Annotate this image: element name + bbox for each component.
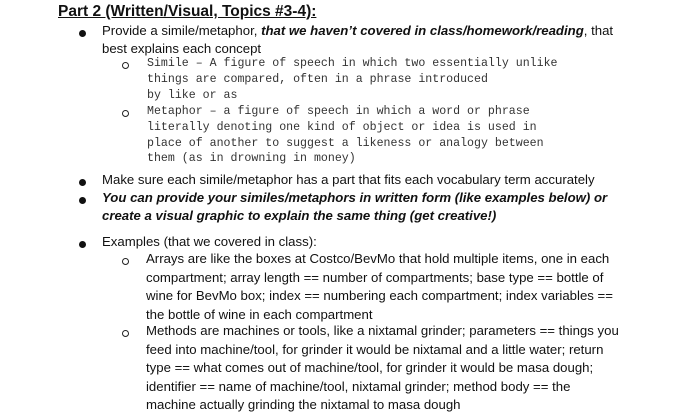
metaphor-line: Metaphor – a figure of speech in which a word or phrase	[147, 105, 530, 118]
simile-line: Simile – A figure of speech in which two essentially unlike	[147, 57, 558, 70]
metaphor-line: place of another to suggest a likeness or analogy between	[147, 136, 544, 150]
example-arrays-line: wine for BevMo box; index == numbering each compartment; index variables ==	[146, 288, 613, 303]
metaphor-line: them (as in drowning in money)	[147, 152, 356, 166]
bullet-provide-pre: Provide a simile/metaphor,	[102, 23, 262, 38]
example-arrays-line: Arrays are like the boxes at Costco/BevMo that hold multiple items, one in each	[146, 251, 610, 266]
sub-bullet-marker	[122, 258, 129, 265]
bullet-written-line: You can provide your similes/metaphors in written form (like examples below) or	[102, 190, 608, 205]
example-arrays-line: compartment; array length == number of compartments; base type == bottle of	[146, 269, 604, 285]
example-methods	[146, 322, 619, 415]
bullet-provide-simile	[102, 22, 613, 57]
example-methods-line: type == what comes out of machine/tool, for grinder it would be masa dough;	[146, 360, 594, 375]
bullet-marker	[79, 179, 86, 186]
bullet-marker	[79, 197, 86, 204]
example-methods-line: machine actually grinding the nixtamal to masa dough	[146, 397, 461, 412]
bullet-provide-post: , that	[583, 23, 614, 38]
example-arrays-line: the bottle of wine in each compartment	[146, 306, 373, 322]
bullet-written-or-visual	[102, 189, 607, 224]
bullet-provide-emphasis: that we haven’t covered in class/homework/reading	[261, 23, 584, 38]
example-methods-line: feed into machine/tool, for grinder it would be nixtamal and a little water; return	[146, 341, 604, 357]
bullet-provide-line2: best explains each concept	[102, 40, 262, 56]
simile-line: things are compared, often in a phrase introduced	[147, 72, 488, 86]
bullet-make-sure: Make sure each simile/metaphor has a part that fits each vocabulary term accurately	[102, 172, 595, 187]
example-methods-line: Methods are machines or tools, like a nixtamal grinder; parameters == things you	[146, 323, 619, 338]
bullet-examples-heading: Examples (that we covered in class):	[102, 234, 317, 249]
section-heading: Part 2 (Written/Visual, Topics #3-4):	[58, 3, 317, 20]
sub-bullet-marker	[122, 62, 129, 69]
metaphor-definition	[147, 104, 544, 167]
simile-definition	[147, 56, 558, 103]
bullet-marker	[79, 30, 86, 37]
metaphor-line: literally denoting one kind of object or idea is used in	[147, 120, 537, 134]
sub-bullet-marker	[122, 110, 129, 117]
simile-line: by like or as	[147, 88, 238, 102]
example-arrays	[146, 250, 613, 324]
bullet-marker	[79, 241, 86, 248]
bullet-written-line: create a visual graphic to explain the same thing (get creative!)	[102, 207, 497, 223]
sub-bullet-marker	[122, 330, 129, 337]
example-methods-line: identifier == name of machine/tool, nixtamal grinder; method body == the	[146, 378, 571, 394]
